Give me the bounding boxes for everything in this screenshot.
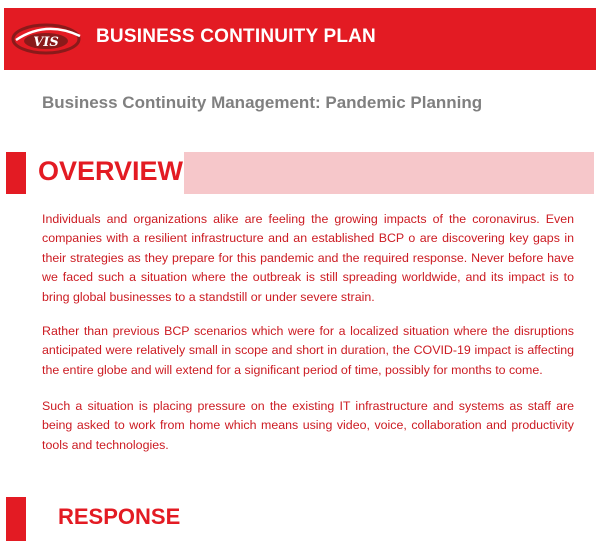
overview-section-marker [6,152,26,194]
response-heading: RESPONSE [58,504,181,529]
response-section-marker [6,497,26,541]
header-bar [4,8,596,70]
vis-logo [10,18,86,58]
header-title: BUSINESS CONTINUITY PLAN [96,26,376,47]
overview-paragraph-3: Such a situation is placing pressure on the existing IT infrastructure and systems as staff are being asked to work from home which means using video, voice, collaboration and productivity tools and technologies. [42,399,574,452]
overview-heading: OVERVIEW [38,156,184,186]
logo-text: VIS [33,35,59,50]
overview-paragraph-1: Individuals and organizations alike are feeling the growing impacts of the coronavirus. Even companies with a resilient infrastructure and an established BCP o are discovering key gaps in their strategies as they prepare for this pandemic and the required response. Never before have we faced such a situation where the outbreak is still spreading worldwide, and its impact is to bring global businesses to a standstill or under severe strain. [42,212,574,304]
overview-heading-band [184,152,594,194]
overview-paragraph-2: Rather than previous BCP scenarios which were for a localized situation where the disruptions anticipated were relatively small in scope and short in duration, the COVID-19 impact is affecting the entire globe and will extend for a significant period of time, possibly for months to come. [42,324,574,377]
document-subtitle: Business Continuity Management: Pandemic Planning [42,93,483,112]
